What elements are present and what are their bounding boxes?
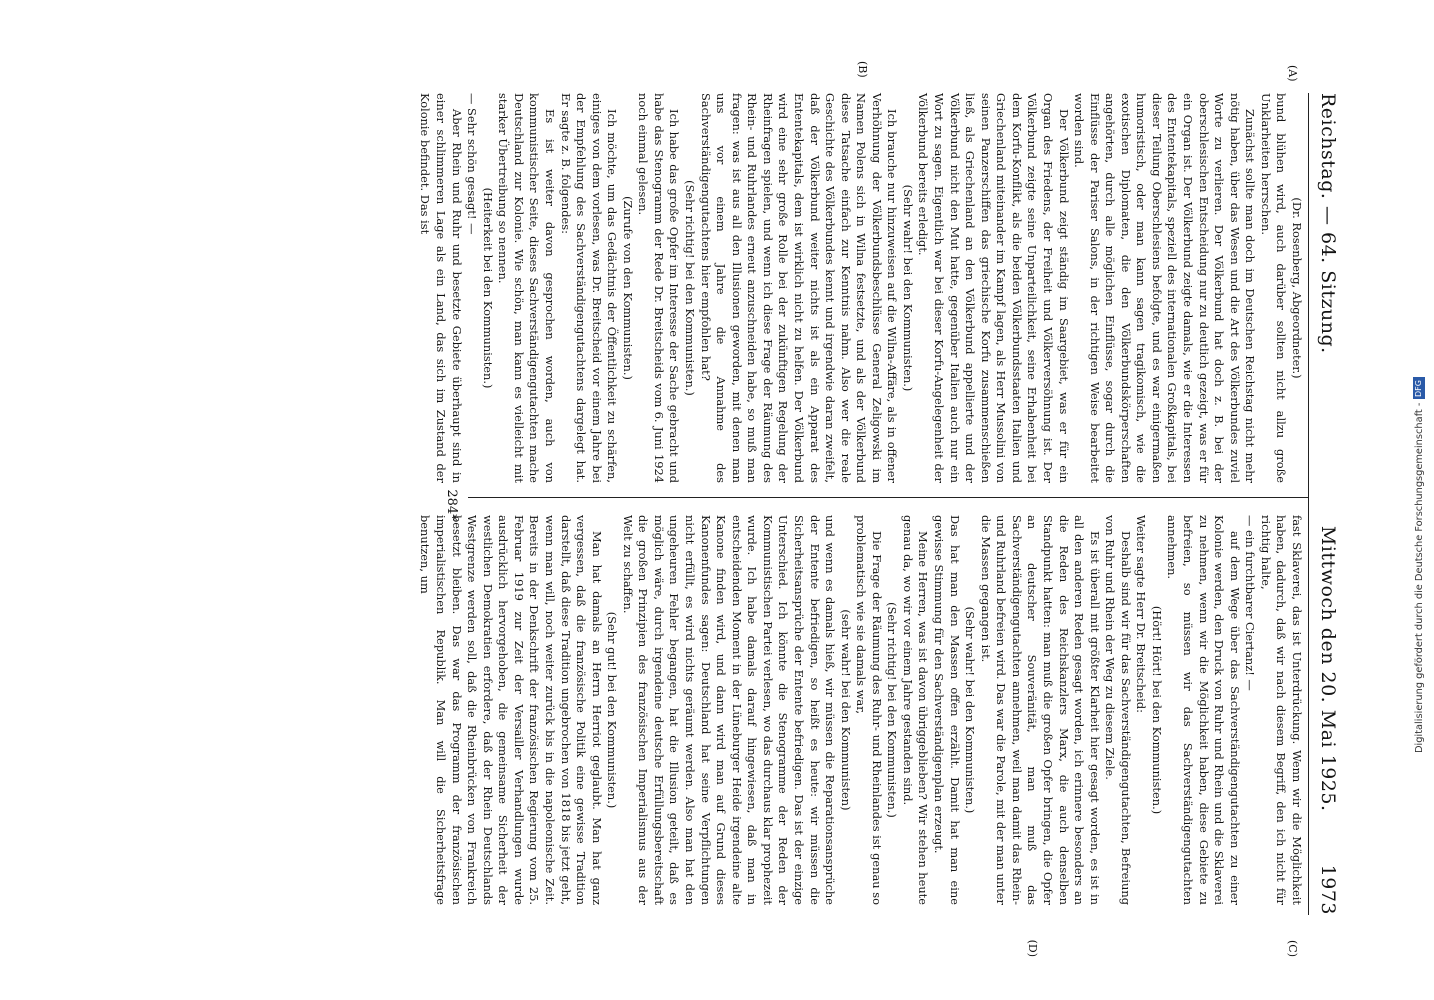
paragraph: und wenn es damals hieß, wir müssen die Reparationsansprüche der Entente befriedigen, so heißt es heute: wir müssen die Sicherheitsansprüche der Entente befriedigen. Das ist der einzige Unterschied. Ich könnte die Stenogramme der Reden der Kommunistischen Partei verlesen, wo das durchaus klar prophezeit wurde. Ich habe damals darauf hingewiesen, daß man in entscheidenden Moment in der Lüneburger Heide irgendeine alte Kanone finden wird, und dann wird man auf Grund dieses Kanonenfundes sagen: Deutschland hat seine Verpflichtungen nicht erfüllt, es wird nichts geräumt werden. Also man hat den ungeheuren Fehler begangen, hat die Illusion geteilt, daß es möglich wäre, durch irgendeine deutsche Erfüllungsbereitschaft die großen Prinzipien des französischen Imperialismus aus der Welt zu schaffen. [620,515,838,905]
header-rule [1308,93,1309,915]
watermark-text: Digitalisierung gefördert durch die Deutsche Forschungsgemeinschaft - [1414,402,1425,753]
interjection: (Sehr richtig! bei den Kommunisten.) [885,602,900,818]
interjection: — ein furchtbarer Ciertanz! — [1243,515,1258,691]
quotation: Deshalb sind wir für das Sachverständigengutachten, Befreiung von Ruhr und Rhein der Weg zu diesem Ziele. [1103,515,1133,905]
paragraph: Die Frage der Räumung des Ruhr- und Rheinlandes ist genau so problematisch wie sie damals war, [854,515,884,905]
header-date: Mittwoch den 20. Mai 1925. [1317,525,1339,812]
dfg-logo-icon: DFG [1413,378,1425,400]
interjection: (Hört! Hört! bei den Kommunisten.) [1149,605,1164,815]
rotated-page [70,61,1340,957]
paragraph: Ich möchte, um das Gedächtnis der Öffentlichkeit zu schärfen, einiges von dem vorlesen, was Dr. Breitscheid vor einem Jahre bei der Empfehlung des Sachverständigengutachtens dargelegt hat. Er sagte z. B. folgendes: [558,93,620,483]
header-left: Reichstag. — 64. Sitzung. [1317,93,1339,354]
interjection: (Sehr wahr! bei den Kommunisten.) [900,184,915,392]
interjection: (Sehr richtig! bei den Kommunisten.) [683,180,698,396]
quotation: Aber Rhein und Ruhr und besetzte Gebiete überhaupt sind in einer schlimmeren Lage als ein Land, das sich im Zustand der Kolonie befindet. Das ist [418,93,464,483]
paragraph: Der Völkerbund zeigt ständig im Saargebiet, was er für ein Organ des Friedens, der Freiheit und Völkerversöhnung ist. Der Völkerbund zeigte seine Unparteilichkeit, seine Erhabenheit bei dem Korfu-Konflikt, als die beiden Völkerbundsstaaten Italien und Griechenland miteinander im Kampf lagen, als Herr Mussolini von seinen Panzerschiffen das griechische Korfu zusammenschießen ließ, als Griechenland an den Völkerbund appellierte und der Völkerbund nicht den Mut hatte, gegenüber Italien auch nur ein Wort zu sagen. Eigentlich war bei dieser Korfu-Angelegenheit der Völkerbund bereits erledigt. [916,93,1071,483]
paragraph: Ich brauche nur hinzuweisen auf die Wilna-Affäre, als in offener Verhöhnung der Völkerbundsbeschlüsse General Zeligowski im Namen Polens sich in Wilna festsetzte, und als der Völkerbund diese Tatsache einfach zur Kenntnis nahm. Also wer die reale Geschichte des Völkerbundes kennt und irgendwie daran zweifelt, daß der Völkerbund weiter nichts ist als ein Apparat des Ententekapitals, dem ist wirklich nicht zu helfen. Der Völkerbund wird eine sehr große Rolle bei der zukünftigen Regelung der Rheinfragen spielen, und wenn ich diese Frage der Räumung des Rhein- und Ruhrlandes erneut anzuschneiden habe, so muß man fragen: was ist aus all den Illusionen geworden, mit denen man uns vor einem Jahre die Annahme des Sachverständigengutachtens hier empfohlen hat? [698,93,900,483]
margin-marker-d: (D) [1026,939,1039,957]
left-column [417,93,1304,483]
interjection: (Sehr wahr! bei den Kommunisten.) [963,606,978,814]
right-column [417,515,1304,905]
page-header [1312,93,1340,915]
quotation: fast Sklaverei, das ist Unterdrückung. Wenn wir die Möglichkeit haben, dadurch, daß wir nach diesem Begriff, den ich nicht für richtig halte, [1258,515,1304,905]
margin-marker-c: (C) [1286,940,1299,957]
interjection: (Sehr gut! bei den Kommunisten.) [605,611,620,809]
interjection: (Heiterkeit bei den Kommunisten.) [480,187,495,389]
page-number: 1973 [1317,864,1339,915]
dfg-watermark [1405,8,1434,758]
paragraph: Zunächst sollte man doch im Deutschen Reichstag nicht mehr nötig haben, über das Wesen und die Art des Völkerbundes zuviel Worte zu verlieren. Der Völkerbund hat doch z. B. bei der oberschlesischen Entscheidung nur zu deutlich gezeigt, was er für ein Organ ist. Der Völkerbund zeigte damals, wie er die Interessen des Ententekapitals, speziell des internationalen Großkapitals, bei dieser Teilung Oberschlesiens befolgte, und es war einigermaßen humoristisch, oder man kann sagen tragikomisch, wie die exotischen Diplomaten, die den Völkerbundskörperschaften angehörten, durch alle möglichen Einflüsse, sogar durch die Einflüsse der Pariser Salons, in der richtigen Weise bearbeitet worden sind. [1072,93,1258,483]
margin-marker-a: (A) [1286,65,1299,82]
watermark-text-row [1405,13,1434,753]
paragraph: Man hat damals an Herrn Herriot geglaubt. Man hat ganz vergessen, daß die französische Politik eine gewisse Tradition darstellt, daß diese Tradition ungebrochen von 1818 bis jetzt geht, wenn man will, noch weiter zurück bis in die napoleonische Zeit. Bereits in der Denkschrift der französischen Regierung vom 25. Februar 1919 zur Zeit der Versailler Verhandlungen wurde ausdrücklich hervorgehoben, die gemeinsame Sicherheit der westlichen Demokratien erfordere, daß der Rhein Deutschlands Westgrenze werden soll, daß die Rheinbrücken von Frankreich besetzt bleiben. Das war das Programm der französischen imperialistischen Republik. Man will die Sicherheitsfrage benutzen, um [418,515,604,905]
interjection: (sehr wahr! bei den Kommunisten) [838,609,853,811]
paragraph: bund blühen wird, auch darüber sollten nicht allzu große Unklarheiten herrschen. [1258,93,1289,483]
paragraph: Weiter sagte Herr Dr. Breitscheid: [1134,515,1149,714]
header-right [1314,526,1340,915]
signature-mark: 284* [444,489,459,521]
column-divider [468,497,1308,498]
interjection: (Zurufe von den Kommunisten.) [620,196,635,380]
paragraph: Es ist überall mit größter Klarheit hier gesagt worden, es ist in all den anderen Reden gesagt worden, ich erinnere besonders an die Reden des Reichskanzlers Marx, die auch denselben Standpunkt hatten: man muß die großen Opfer bringen, die Opfer an deutscher Souveränität, man muß das Sachverständigengutachten annehmen, weil man damit das Rhein- und Ruhrland befreien wird. Das war die Parole, mit der man unter die Massen gegangen ist. [978,515,1102,905]
margin-marker-b: (B) [856,61,869,78]
interjection: — Sehr schön gesagt! — [465,93,480,235]
speaker-label: (Dr. Rosenberg, Abgeordneter.) [1290,197,1304,379]
paragraph: Das hat man den Massen offen erzählt. Damit hat man eine gewisse Stimmung für den Sachverständigenplan erzeugt. [932,515,962,905]
paragraph: Ich habe das große Opfer im Interesse der Sache gebracht und habe das Stenogramm der Rede Dr. Breitscheids vom 6. Juni 1924 noch einmal gelesen. [636,93,682,483]
quotation: auf dem Wege über das Sachverständigengutachten zu einer Kolonie werden, den Druck von Ruhr und Rhein und die Sklaverei zu nehmen, wenn wir die Möglichkeit haben, diese Gebiete zu befreien, so müssen wir das Sachverständigengutachten annehmen. [1165,515,1242,905]
quotation: Es ist weiter davon gesprochen worden, auch von kommunistischer Seite, dieses Sachverständigengutachten mache Deutschland zur Kolonie. Wie schön, man kann es vielleicht mit starker Übertreibung so nennen. [496,93,557,483]
paragraph: Meine Herren, was ist davon übriggeblieben? Wir stehen heute genau da, wo wir vor einem Jahre gestanden sind. [900,515,931,905]
